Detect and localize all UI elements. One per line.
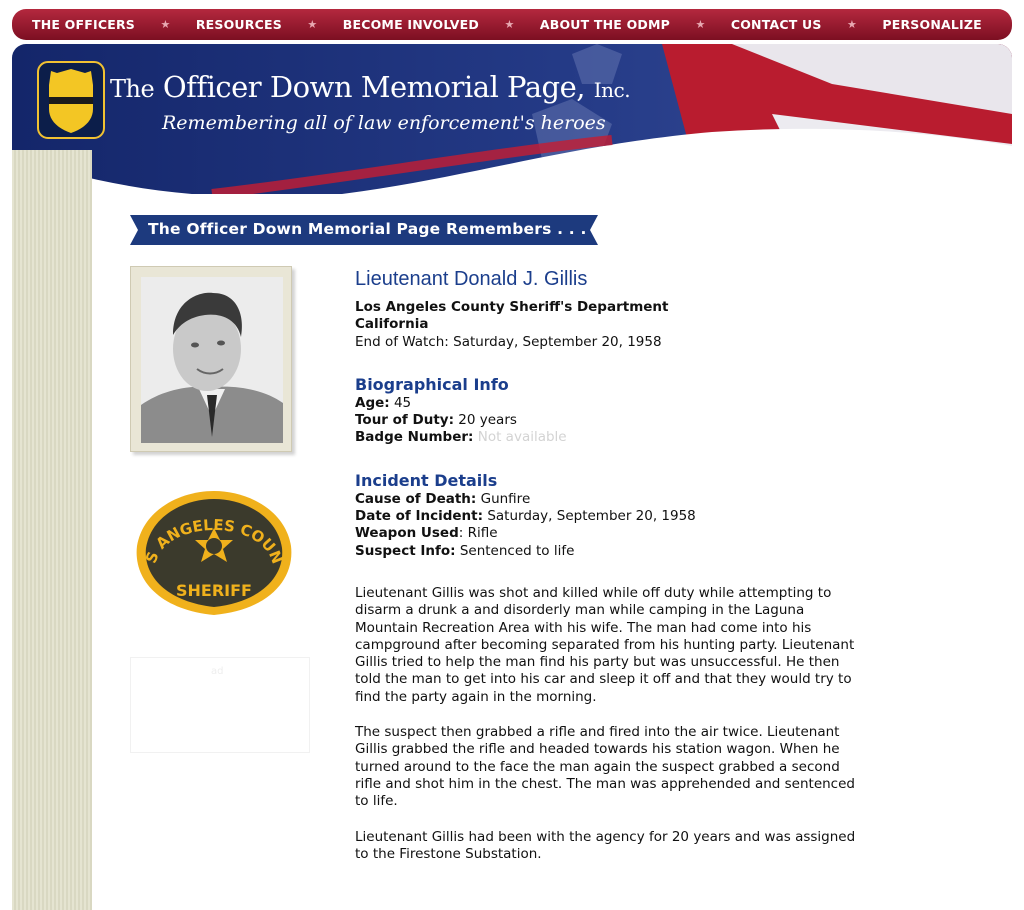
weapon-label: Weapon Used (355, 525, 459, 542)
story-line: to the Firestone Substation. (355, 845, 542, 862)
story-line: Lieutenant Gillis had been with the agency for 20 years and was assigned (355, 828, 856, 845)
state-name: California (355, 316, 429, 333)
end-of-watch-value: Saturday, September 20, 1958 (453, 333, 662, 350)
age-value: 45 (393, 394, 412, 411)
left-decorative-strip (12, 150, 92, 910)
story-line: Mountain Recreation Area with his wife. The man had come into his (355, 619, 812, 636)
nav-personalize[interactable]: PERSONALIZE (882, 17, 982, 32)
story-line: rifle and shot him in the chest. The man was apprehended and sentenced (355, 775, 855, 792)
department-name: Los Angeles County Sheriff's Department (355, 299, 669, 315)
cause-row (355, 491, 895, 508)
badge-row (355, 429, 895, 446)
ad-placeholder[interactable] (130, 657, 310, 753)
weapon-value: : Rifle (458, 525, 498, 542)
badge-value: Not available (477, 429, 567, 446)
nav-star-icon: ★ (695, 18, 706, 31)
cause-label: Cause of Death: (355, 490, 477, 507)
story-paragraph-1 (355, 585, 895, 706)
suspect-row (355, 543, 895, 560)
story-line: told the man to get into his car and sleep it off and that they would try to (355, 671, 852, 688)
cause-value: Gunfire (480, 490, 531, 507)
patch-arc-text: S ANGELES COUN (141, 515, 287, 567)
age-label: Age: (355, 394, 390, 411)
nav-the-officers[interactable]: THE OFFICERS (32, 17, 135, 32)
tour-row (355, 412, 895, 429)
date-value: Saturday, September 20, 1958 (487, 508, 696, 525)
nav-about-the-odmp[interactable]: ABOUT THE ODMP (539, 17, 670, 32)
nav-star-icon: ★ (504, 18, 515, 31)
officer-photo (130, 266, 292, 452)
date-row (355, 508, 895, 525)
date-label: Date of Incident: (355, 508, 484, 525)
story-line: disarm a drunk a and disorderly man while camping in the Laguna (355, 602, 805, 619)
story-line: campground after becoming separated from his hunting party. Lieutenant (355, 636, 855, 653)
tour-value: 20 years (458, 412, 517, 429)
story-line: Lieutenant Gillis was shot and killed while off duty while attempting to (355, 584, 832, 601)
tour-label: Tour of Duty: (355, 412, 454, 429)
suspect-label: Suspect Info: (355, 542, 456, 559)
incident-section (355, 471, 895, 560)
nav-become-involved[interactable]: BECOME INVOLVED (342, 17, 479, 32)
weapon-row (355, 525, 895, 542)
end-of-watch (355, 334, 895, 351)
header-banner (12, 44, 1012, 194)
story-line: Gillis tried to help the man find his party but was unsuccessful. He then (355, 654, 840, 671)
patch-bottom-text: SHERIFF (176, 581, 252, 600)
site-title-main: Officer Down Memorial Page, (162, 70, 585, 104)
story-paragraph-2 (355, 724, 895, 810)
nav-star-icon: ★ (847, 18, 857, 31)
nav-contact-us[interactable]: CONTACT US (730, 17, 822, 32)
ribbon-text: The Officer Down Memorial Page Remembers . . . (148, 220, 587, 238)
nav-star-icon: ★ (307, 18, 318, 31)
story-line: turned around to the face the man again the suspect grabbed a second (355, 758, 840, 775)
story-line: Gillis grabbed the rifle and headed towards his station wagon. When he (355, 741, 840, 758)
story-line: to life. (355, 793, 398, 810)
placeholder-text: ad (211, 666, 224, 677)
incident-title: Incident Details (355, 470, 498, 490)
story-line: The suspect then grabbed a rifle and fired into the air twice. Lieutenant (355, 724, 840, 741)
end-of-watch-label: End of Watch: (355, 333, 449, 350)
age-row (355, 395, 895, 412)
officer-portrait-image (141, 277, 283, 443)
site-title-the: The (110, 75, 155, 103)
story-line: find the party again in the morning. (355, 688, 597, 705)
officer-name: Lieutenant Donald J. Gillis (355, 268, 588, 290)
shield-icon (39, 63, 103, 137)
officer-details (355, 265, 895, 863)
odmp-logo[interactable] (37, 61, 105, 139)
sheriff-patch-icon (133, 488, 295, 618)
site-title (110, 70, 630, 104)
badge-label: Badge Number: (355, 429, 474, 446)
story-paragraph-3 (355, 829, 895, 864)
bio-title: Biographical Info (355, 374, 509, 394)
department-patch (133, 488, 295, 622)
bio-section (355, 375, 895, 447)
site-tagline: Remembering all of law enforcement's heroes (162, 112, 606, 134)
top-nav-bar (12, 9, 1012, 40)
suspect-value: Sentenced to life (459, 542, 575, 559)
site-title-inc: Inc. (593, 78, 631, 102)
nav-star-icon: ★ (160, 18, 171, 31)
nav-resources[interactable]: RESOURCES (195, 17, 282, 32)
remembers-ribbon (130, 215, 598, 245)
